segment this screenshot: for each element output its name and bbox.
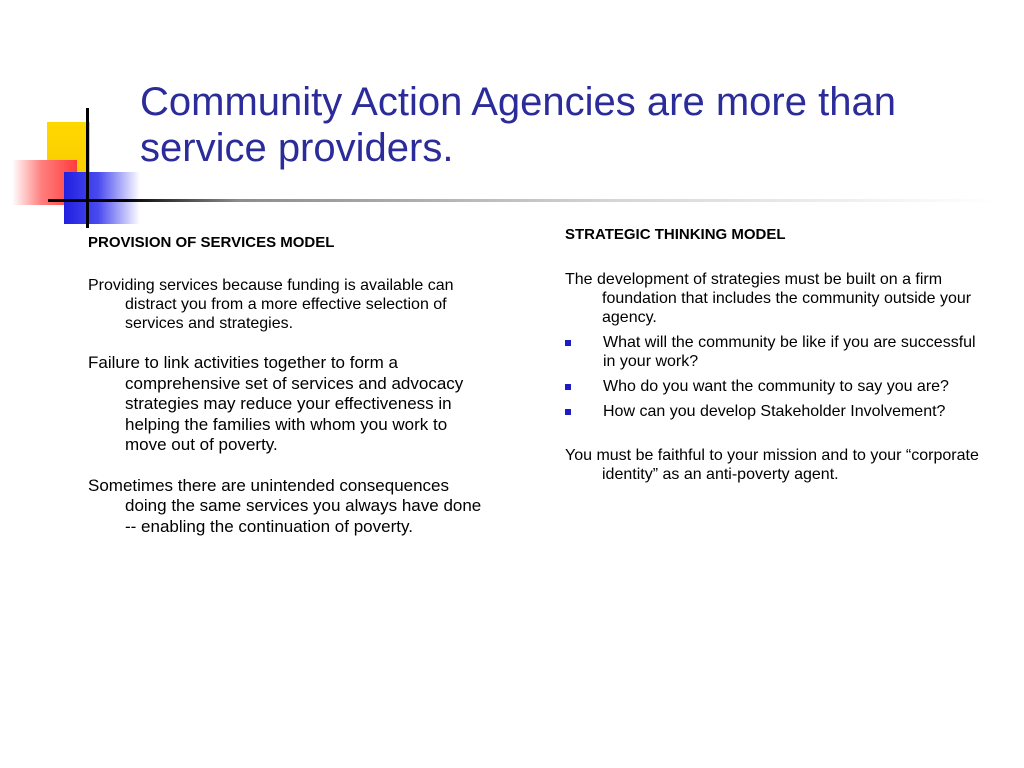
left-paragraph-funding: Providing services because funding is available can distract you from a more effective selection of services and strategies. bbox=[88, 277, 454, 332]
bullet-text: What will the community be like if you are successful in your work? bbox=[603, 334, 976, 370]
left-paragraph-unintended-consequences: Sometimes there are unintended consequences doing the same services you always have done -- enabling the continuation of poverty. bbox=[88, 475, 482, 536]
left-paragraph-link-activities: Failure to link activities together to form a comprehensive set of services and advocacy strategies may reduce your effectiveness in helping the families with whom you work to move out of poverty. bbox=[88, 353, 464, 454]
bullet-text: How can you develop Stakeholder Involvement? bbox=[603, 403, 946, 420]
right-column-heading: STRATEGIC THINKING MODEL bbox=[565, 226, 786, 243]
decor-blue-square bbox=[64, 172, 140, 224]
title-divider-line bbox=[48, 199, 998, 202]
right-column bbox=[565, 226, 980, 484]
list-item bbox=[565, 333, 980, 371]
right-closing-paragraph: You must be faithful to your mission and to your “corporate identity” as an anti-poverty agent. bbox=[565, 447, 979, 483]
square-bullet-icon bbox=[565, 340, 571, 346]
square-bullet-icon bbox=[565, 409, 571, 415]
list-item bbox=[565, 402, 980, 421]
decor-vertical-line bbox=[86, 108, 89, 228]
left-column-heading: PROVISION OF SERVICES MODEL bbox=[88, 234, 335, 251]
list-item bbox=[565, 377, 980, 396]
bullet-text: Who do you want the community to say you are? bbox=[603, 378, 949, 395]
slide-title: Community Action Agencies are more than service providers. bbox=[140, 80, 896, 170]
question-bullet-list bbox=[565, 333, 980, 421]
right-intro-paragraph: The development of strategies must be built on a firm foundation that includes the community outside your agency. bbox=[565, 271, 972, 326]
left-column bbox=[88, 234, 488, 537]
square-bullet-icon bbox=[565, 384, 571, 390]
